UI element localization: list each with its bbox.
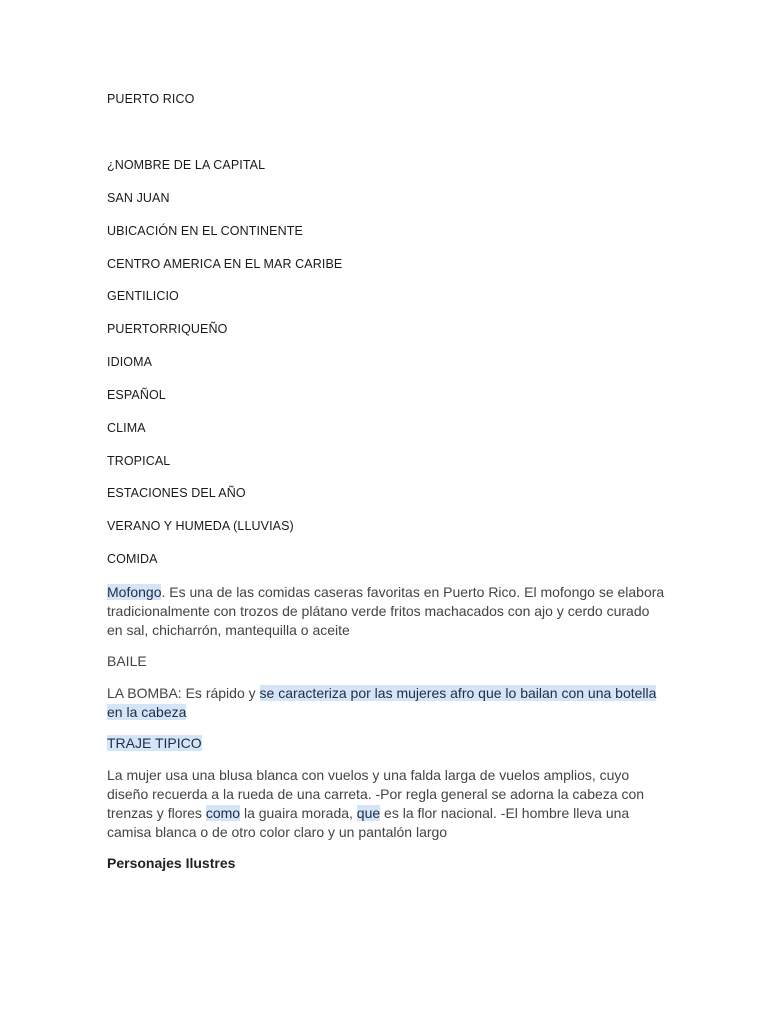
field-ubicacion-label: UBICACIÓN EN EL CONTINENTE bbox=[107, 224, 303, 238]
traje-text-1: La mujer usa una blusa blanca con vuelos y una falda larga de vuelos amplios, cuyo diseño recuerda a la rueda de una carreta. -Por regla general se adorna la cabeza con trenzas y flores bbox=[107, 767, 645, 821]
traje-heading-block bbox=[107, 734, 667, 753]
field-capital-value: SAN JUAN bbox=[107, 191, 170, 205]
field-estaciones-value: VERANO Y HUMEDA (LLUVIAS) bbox=[107, 519, 294, 533]
baile-paragraph bbox=[107, 684, 667, 722]
comida-highlight: Mofongo bbox=[107, 584, 162, 600]
traje-paragraph bbox=[107, 766, 667, 842]
field-clima-label: CLIMA bbox=[107, 421, 146, 435]
field-idioma-label: IDIOMA bbox=[107, 355, 153, 369]
field-capital-label: ¿NOMBRE DE LA CAPITAL bbox=[107, 158, 266, 172]
traje-heading: TRAJE TIPICO bbox=[107, 735, 202, 751]
comida-text: . Es una de las comidas caseras favoritas en Puerto Rico. El mofongo se elabora tradicionalmente con trozos de plátano verde fritos machacados con ajo y cerdo curado en sal, chicharrón, mantequilla o aceite bbox=[107, 584, 665, 638]
field-clima-value: TROPICAL bbox=[107, 454, 171, 468]
comida-paragraph bbox=[107, 583, 667, 640]
traje-text-2: la guaira morada, bbox=[240, 805, 357, 821]
baile-text-plain: LA BOMBA: Es rápido y bbox=[107, 685, 260, 701]
field-ubicacion-value: CENTRO AMERICA EN EL MAR CARIBE bbox=[107, 257, 343, 271]
field-gentilicio-value: PUERTORRIQUEÑO bbox=[107, 322, 228, 336]
traje-highlight-1: como bbox=[205, 805, 241, 821]
document-title: PUERTO RICO bbox=[107, 92, 195, 106]
field-gentilicio-label: GENTILICIO bbox=[107, 289, 179, 303]
traje-text-3: es la flor nacional. -El hombre lleva una camisa blanca o de otro color claro y un pantalón largo bbox=[107, 805, 630, 840]
traje-highlight-2: que bbox=[356, 805, 381, 821]
field-idioma-value: ESPAÑOL bbox=[107, 388, 166, 402]
field-estaciones-label: ESTACIONES DEL AÑO bbox=[107, 486, 246, 500]
baile-heading: BAILE bbox=[107, 653, 147, 669]
personajes-heading: Personajes Ilustres bbox=[107, 855, 236, 871]
field-comida-label: COMIDA bbox=[107, 552, 158, 566]
baile-text-highlight: se caracteriza por las mujeres afro que lo bailan con una botella en la cabeza bbox=[107, 685, 657, 720]
